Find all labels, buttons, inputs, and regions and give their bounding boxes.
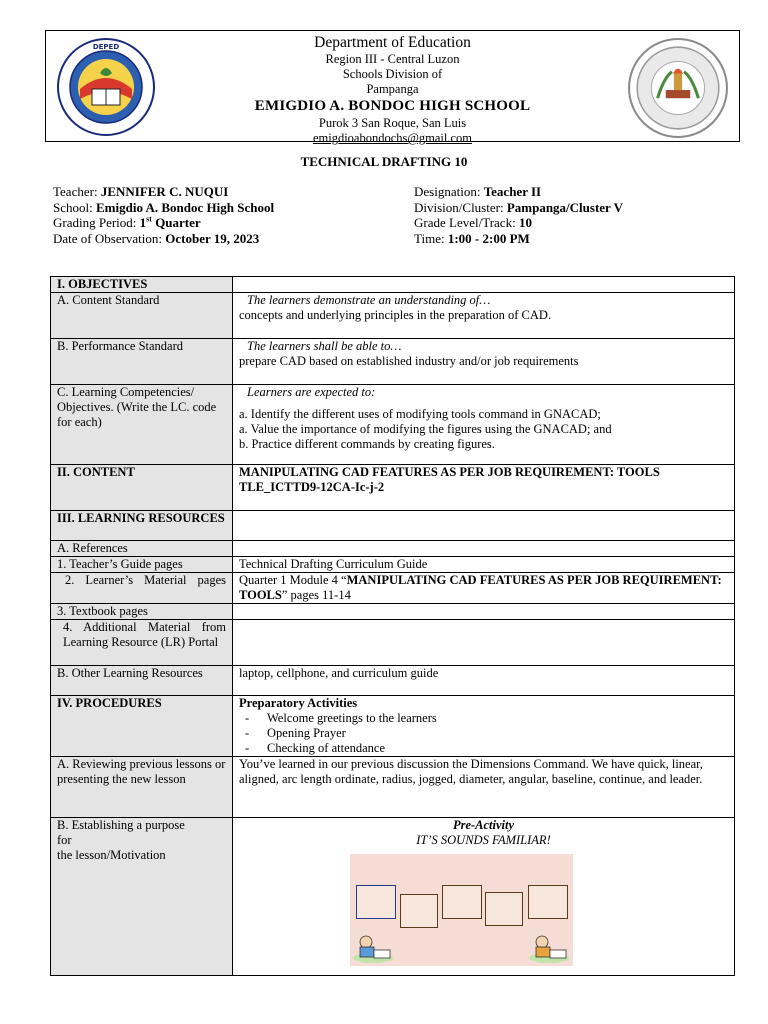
table-row [51, 757, 735, 818]
additional-material-text: 4. Additional Material from Learning Resource (LR) Portal [63, 620, 226, 649]
prep-item-text: Opening Prayer [267, 726, 346, 740]
grading-value [140, 215, 201, 230]
textbook-label: 3. Textbook pages [51, 604, 233, 620]
school-seal-logo [627, 37, 729, 139]
table-row [51, 696, 735, 757]
learner-material-pre: Quarter 1 Module 4 “ [239, 573, 347, 587]
content-standard-cell [233, 293, 735, 339]
answer-box [485, 892, 523, 926]
teacher-label: Teacher: [53, 184, 98, 199]
content-cell [233, 465, 735, 511]
grading-number: 1 [139, 215, 147, 230]
letterhead [45, 30, 740, 145]
competencies-lead: Learners are expected to: [247, 385, 376, 399]
learning-resources-heading: III. LEARNING RESOURCES [51, 511, 233, 541]
school-name: EMIGDIO A. BONDOC HIGH SCHOOL [254, 98, 531, 114]
performance-lead: The learners shall be able to… [247, 339, 402, 353]
procedures-heading: IV. PROCEDURES [51, 696, 233, 757]
teacher-info [53, 184, 274, 246]
school-label: School: [53, 199, 93, 215]
purpose-label-line: for [57, 833, 72, 847]
time-label: Time: [414, 230, 445, 246]
preparatory-list [239, 711, 728, 756]
content-standard-label: A. Content Standard [51, 293, 233, 339]
table-row [51, 573, 735, 604]
list-item [239, 711, 728, 726]
dash-bullet: - [245, 741, 250, 755]
department-name: Department of Education [314, 34, 471, 51]
table-row [51, 293, 735, 339]
pre-activity-title: IT’S SOUNDS FAMILIAR! [416, 833, 551, 847]
purpose-label-line: the lesson/Motivation [57, 848, 166, 862]
answer-box [400, 894, 438, 928]
learner-material-label-text: 2. Learner’s Material pages [65, 573, 226, 587]
performance-text: prepare CAD based on established industry and/or job requirements [239, 354, 579, 368]
table-row [51, 620, 735, 666]
list-item [239, 741, 728, 756]
answer-box [442, 885, 482, 919]
deped-seal-logo [56, 37, 156, 137]
competencies-cell [233, 385, 735, 465]
purpose-label [51, 818, 233, 976]
content-heading: II. CONTENT [51, 465, 233, 511]
letterhead-text [166, 33, 619, 146]
learner-material-cell [233, 573, 735, 604]
designation-label: Designation: [414, 184, 481, 199]
answer-box [356, 885, 396, 919]
reviewing-text: You’ve learned in our previous discussion the Dimensions Command. We have quick, linear, aligned, arc length ordinate, radius, jogged, diameter, angular, baseline, continue, and leader. [233, 757, 735, 818]
designation-info [414, 184, 623, 246]
table-row [51, 339, 735, 385]
school-value: Emigdio A. Bondoc High School [95, 199, 275, 215]
prep-item-text: Welcome greetings to the learners [267, 711, 437, 725]
teacher-guide-value: Technical Drafting Curriculum Guide [233, 557, 735, 573]
division-label: Division/Cluster: [414, 199, 504, 215]
pre-activity-heading: Pre-Activity [452, 818, 515, 832]
time-value: 1:00 - 2:00 PM [447, 230, 530, 246]
table-row [51, 385, 735, 465]
competency-item: a. Identify the different uses of modifying tools command in GNACAD; [239, 407, 601, 421]
purpose-label-line: B. Establishing a purpose [57, 818, 185, 832]
lesson-plan-table [50, 276, 735, 976]
school-address: Purok 3 San Roque, San Luis [318, 116, 467, 130]
date-value: October 19, 2023 [165, 230, 260, 246]
content-standard-text: concepts and underlying principles in the preparation of CAD. [239, 308, 552, 322]
table-row [51, 818, 735, 976]
content-title: MANIPULATING CAD FEATURES AS PER JOB REQUIREMENT: TOOLS [239, 465, 660, 479]
learner-material-post: ” pages 11-14 [281, 588, 351, 602]
references-label: A. References [51, 541, 233, 557]
table-row [51, 666, 735, 696]
content-standard-lead: The learners demonstrate an understanding of… [247, 293, 491, 307]
objectives-heading: I. OBJECTIVES [51, 277, 233, 293]
competencies-label: C. Learning Competencies/ Objectives. (Write the LC. code for each) [51, 385, 233, 465]
learner-material-title: MANIPULATING CAD FEATURES AS PER JOB REQUIREMENT: TOOLS [239, 573, 722, 602]
grading-suffix: st [146, 214, 152, 224]
table-row [51, 541, 735, 557]
svg-text:DEPED: DEPED [92, 43, 120, 51]
preparatory-heading: Preparatory Activities [239, 696, 358, 710]
motivation-cell [233, 818, 735, 976]
teacher-name: JENNIFER C. NUQUI [100, 184, 229, 199]
province-name: Pampanga [366, 82, 419, 96]
table-row [51, 277, 735, 293]
student-drawing-icon [352, 932, 394, 964]
grade-label: Grade Level/Track: [414, 215, 516, 230]
table-row [51, 557, 735, 573]
table-row [51, 511, 735, 541]
table-row [51, 604, 735, 620]
list-item [239, 726, 728, 741]
grade-value: 10 [518, 215, 532, 230]
dash-bullet: - [245, 726, 250, 740]
activity-image [350, 854, 573, 966]
competency-item: b. Practice different commands by creating figures. [239, 437, 495, 451]
date-label: Date of Observation: [53, 230, 163, 246]
teacher-guide-label: 1. Teacher’s Guide pages [51, 557, 233, 573]
designation-value: Teacher II [483, 184, 542, 199]
prep-item-text: Checking of attendance [267, 741, 386, 755]
reviewing-label: A. Reviewing previous lessons or presenting the new lesson [51, 757, 233, 818]
performance-standard-cell [233, 339, 735, 385]
content-code: TLE_ICTTD9-12CA-Ic-j-2 [239, 480, 385, 494]
procedures-cell [233, 696, 735, 757]
performance-standard-label: B. Performance Standard [51, 339, 233, 385]
other-resources-value: laptop, cellphone, and curriculum guide [233, 666, 735, 696]
learner-material-label [51, 573, 233, 604]
competency-item: a. Value the importance of modifying the figures using the GNACAD; and [239, 422, 612, 436]
region-name: Region III - Central Luzon [325, 52, 460, 66]
dash-bullet: - [245, 711, 250, 725]
answer-box [528, 885, 568, 919]
division-name: Schools Division of [342, 67, 443, 81]
division-value: Pampanga/Cluster V [506, 199, 623, 215]
other-resources-label: B. Other Learning Resources [51, 666, 233, 696]
grading-label: Grading Period: [53, 215, 137, 230]
grading-word: Quarter [155, 215, 201, 230]
additional-material-label [51, 620, 233, 666]
table-row [51, 465, 735, 511]
school-email: emigdioabondochs@gmail.com [312, 131, 473, 145]
student-drawing-icon [528, 932, 570, 964]
document-title: TECHNICAL DRAFTING 10 [300, 154, 468, 169]
